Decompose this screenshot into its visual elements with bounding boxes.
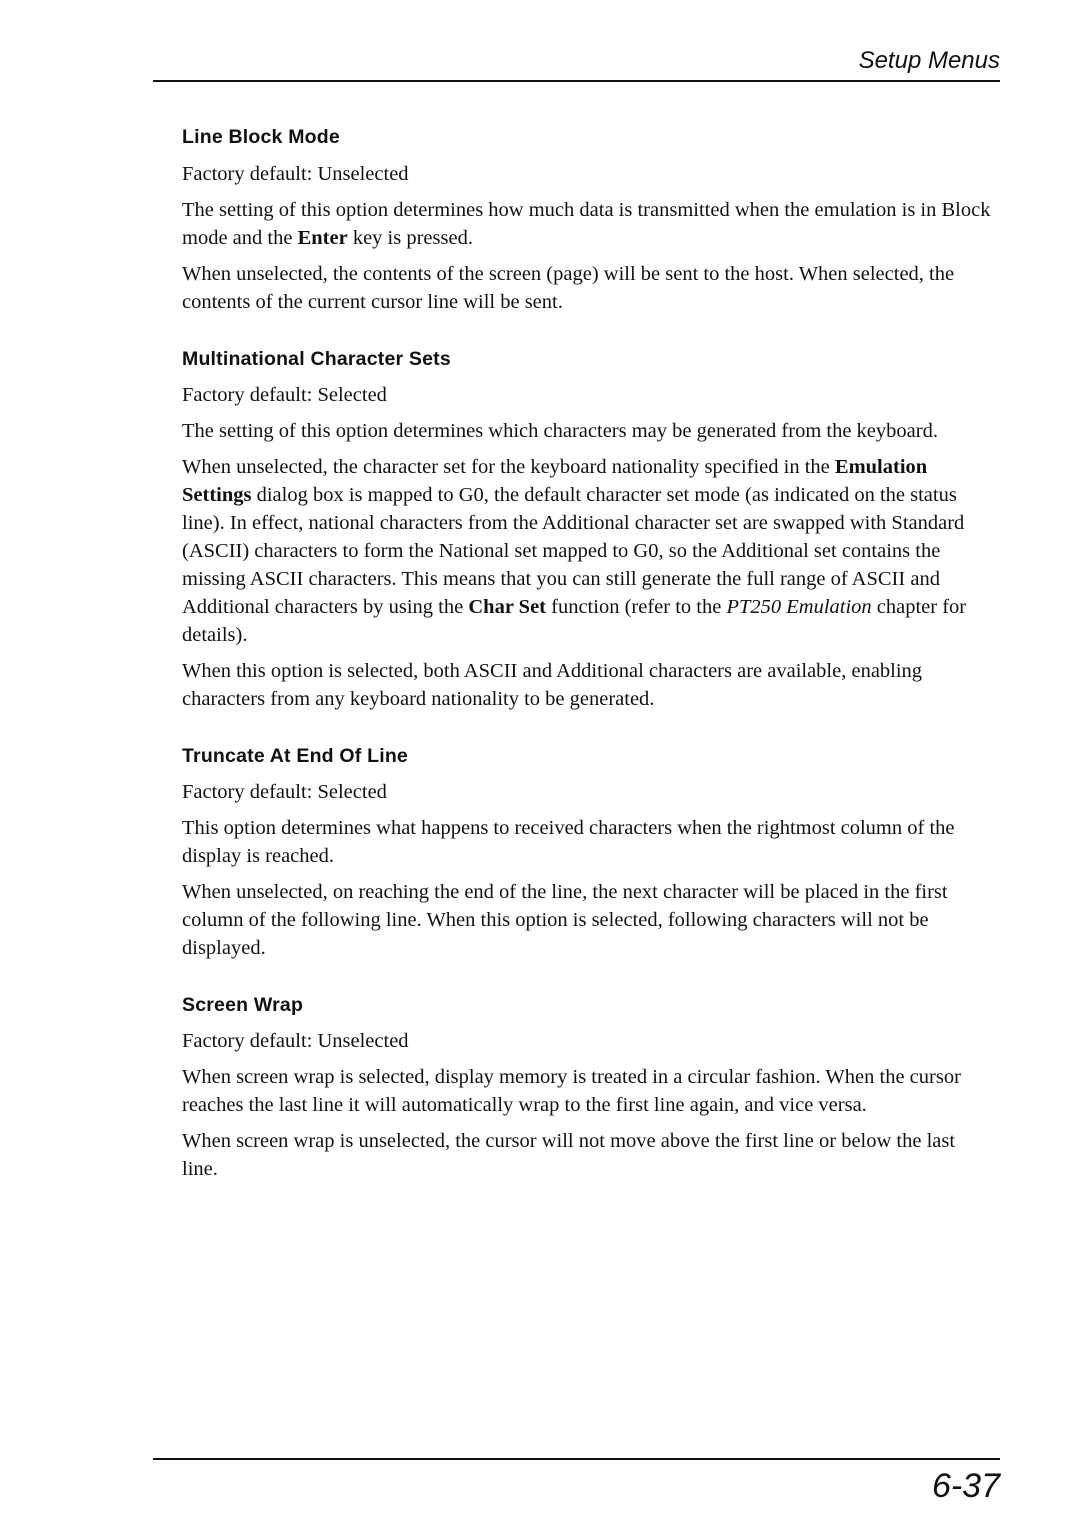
paragraph [182, 453, 992, 649]
paragraph [182, 196, 992, 252]
dialog-name: Emulation Settings [182, 456, 928, 506]
footer-rule [153, 1458, 1000, 1460]
text-run: key is pressed. [347, 227, 473, 249]
section-heading: Screen Wrap [182, 994, 304, 1016]
paragraph: The setting of this option determines which characters may be generated from the keyboard. [182, 420, 938, 442]
factory-default: Factory default: Selected [182, 781, 387, 803]
paragraph: When screen wrap is unselected, the cursor will not move above the first line or below the last line. [182, 1130, 956, 1180]
section-multinational-character-sets [182, 348, 992, 713]
paragraph: This option determines what happens to received characters when the rightmost column of the display is reached. [182, 817, 955, 867]
text-run: When unselected, the character set for the keyboard nationality specified in the [182, 456, 835, 478]
factory-default: Factory default: Selected [182, 384, 387, 406]
section-truncate-at-end-of-line [182, 745, 992, 962]
section-line-block-mode [182, 126, 992, 316]
factory-default: Factory default: Unselected [182, 1030, 409, 1052]
factory-default: Factory default: Unselected [182, 163, 409, 185]
paragraph: When screen wrap is selected, display memory is treated in a circular fashion. When the cursor reaches the last line it will automatically wrap to the first line again, and vice versa. [182, 1066, 961, 1116]
running-header: Setup Menus [153, 45, 1000, 82]
section-heading: Line Block Mode [182, 126, 340, 148]
paragraph: When unselected, on reaching the end of the line, the next character will be placed in the first column of the following line. When this option is selected, following characters will not be displayed. [182, 881, 948, 959]
section-screen-wrap [182, 994, 992, 1183]
text-run: The setting of this option determines how much data is transmitted when the emulation is in Block mode and the [182, 199, 991, 249]
text-run: dialog box is mapped to G0, the default character set mode (as indicated on the status line). In effect, national characters from the Additional character set are swapped with Standard (ASCII) characters to form the National set mapped to G0, so the Additional set contains the missing ASCII characters. This means that you can still generate the full range of ASCII and Additional characters by using the [182, 484, 965, 618]
section-heading: Multinational Character Sets [182, 348, 451, 370]
key-name: Enter [297, 227, 348, 249]
paragraph: When this option is selected, both ASCII and Additional characters are available, enabling characters from any keyboard nationality to be generated. [182, 660, 923, 710]
page-body [182, 126, 992, 1215]
function-name: Char Set [468, 596, 546, 618]
paragraph: When unselected, the contents of the screen (page) will be sent to the host. When selected, the contents of the current cursor line will be sent. [182, 263, 955, 313]
text-run: function (refer to the [546, 596, 727, 618]
section-heading: Truncate At End Of Line [182, 745, 408, 767]
page-number: 6-37 [931, 1467, 1000, 1505]
text-run: chapter for details). [182, 596, 967, 646]
chapter-reference: PT250 Emulation [726, 596, 872, 618]
